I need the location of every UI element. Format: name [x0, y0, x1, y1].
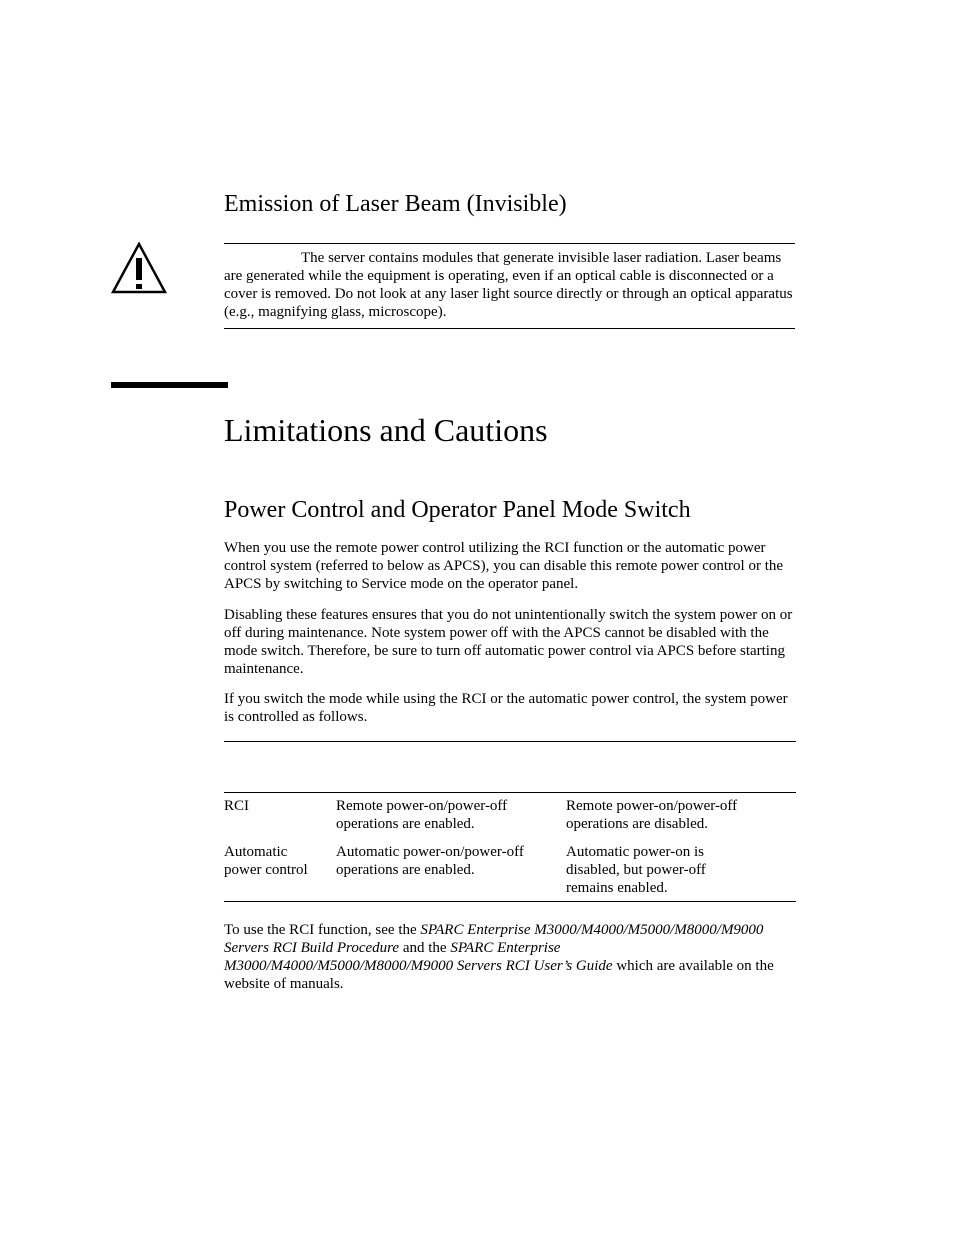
rci-ref-text-3: which are available on the website of manuals.: [224, 958, 774, 992]
caution-bottom-rule: [224, 328, 795, 329]
rci-build-procedure-title: SPARC Enterprise M3000/M4000/M5000/M8000/M9000 Servers RCI Build Procedure: [224, 922, 764, 956]
power-para-3: If you switch the mode while using the RCI or the automatic power control, the system power is controlled as follows.: [224, 691, 788, 725]
caution-top-rule: [224, 243, 795, 244]
laser-heading: Emission of Laser Beam (Invisible): [224, 191, 567, 217]
rci-ref-text-2: and the: [399, 940, 451, 956]
power-section-heading: Power Control and Operator Panel Mode Switch: [224, 497, 691, 523]
table-top-rule: [224, 741, 796, 742]
section-bar: [111, 382, 228, 388]
limitations-title: Limitations and Cautions: [224, 412, 548, 448]
table-cell-normal: Remote power-on/power-off operations are enabled.: [336, 798, 508, 832]
table-cell-service: Remote power-on/power-off operations are disabled.: [566, 798, 738, 832]
table-bottom-rule: [224, 901, 796, 902]
table-header-rule: [224, 792, 796, 793]
table-cell-mode: RCI: [224, 798, 250, 814]
rci-ref-text-1: To use the RCI function, see the: [224, 922, 421, 938]
laser-caution-text: The server contains modules that generate invisible laser radiation. Laser beams are generated while the equipment is operating, even if an optical cable is disconnected or a cover is removed. Do not look at any laser light source directly or through an optical apparatus (e.g., magnifying glass, microscope).: [224, 250, 793, 320]
table-cell-service: Automatic power-on is disabled, but power-off remains enabled.: [566, 844, 706, 896]
rci-users-guide-title: SPARC Enterprise M3000/M4000/M5000/M8000/M9000 Servers RCI User’s Guide: [224, 940, 613, 974]
table-cell-mode: Automatic power control: [224, 844, 308, 878]
rci-reference-paragraph: [224, 921, 784, 993]
power-para-2: Disabling these features ensures that you do not unintentionally switch the system power on or off during maintenance. Note system power off with the APCS cannot be disabled with the mode switch. Therefore, be sure to turn off automatic power control via APCS before starting maintenance.: [224, 607, 793, 677]
power-para-1: When you use the remote power control utilizing the RCI function or the automatic power control system (referred to below as APCS), you can disable this remote power control or the APCS by switching to Service mode on the operator panel.: [224, 540, 784, 592]
caution-triangle-icon: [111, 241, 167, 295]
table-cell-normal: Automatic power-on/power-off operations are enabled.: [336, 844, 524, 878]
